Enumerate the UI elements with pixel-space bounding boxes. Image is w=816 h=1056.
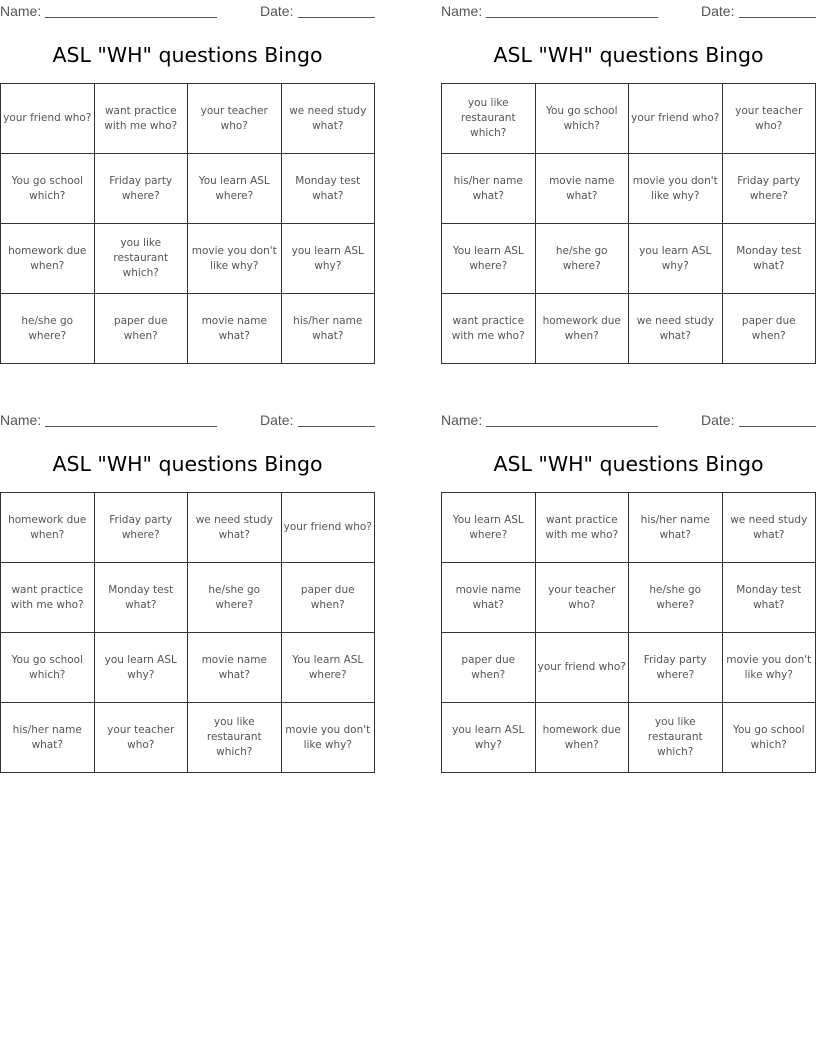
date-label: Date: [701, 412, 735, 428]
bingo-row [1, 563, 375, 633]
bingo-title: ASL "WH" questions Bingo [493, 43, 764, 67]
bingo-cell: we need study what? [629, 294, 723, 364]
card-header [441, 0, 816, 22]
bingo-cell: you learn ASL why? [281, 224, 375, 294]
name-field [486, 426, 658, 427]
bingo-row [442, 633, 816, 703]
bingo-cell: his/her name what? [629, 493, 723, 563]
bingo-cell: movie name what? [442, 563, 536, 633]
bingo-cell: homework due when? [1, 224, 95, 294]
bingo-cell: Friday party where? [94, 154, 188, 224]
bingo-cell: You go school which? [535, 84, 629, 154]
bingo-cell: we need study what? [188, 493, 282, 563]
date-field [298, 426, 375, 427]
bingo-cell: your teacher who? [188, 84, 282, 154]
bingo-title: ASL "WH" questions Bingo [52, 43, 323, 67]
bingo-cell: movie you don't like why? [629, 154, 723, 224]
bingo-cell: your teacher who? [535, 563, 629, 633]
bingo-cell: your friend who? [1, 84, 95, 154]
bingo-row [442, 563, 816, 633]
date-label: Date: [701, 3, 735, 19]
bingo-cell: you like restaurant which? [629, 703, 723, 773]
bingo-row [442, 224, 816, 294]
name-field [45, 17, 217, 18]
bingo-cell: paper due when? [722, 294, 816, 364]
bingo-cell: movie you don't like why? [281, 703, 375, 773]
bingo-cell: we need study what? [722, 493, 816, 563]
date-label: Date: [260, 412, 294, 428]
bingo-grid [0, 492, 375, 773]
card-header [0, 0, 375, 22]
bingo-row [1, 84, 375, 154]
bingo-cell: movie name what? [188, 294, 282, 364]
bingo-cell: homework due when? [1, 493, 95, 563]
bingo-cell: he/she go where? [535, 224, 629, 294]
bingo-card-4 [441, 409, 816, 758]
name-label: Name: [0, 3, 42, 19]
bingo-cell: you learn ASL why? [94, 633, 188, 703]
bingo-row [442, 703, 816, 773]
name-label: Name: [441, 412, 483, 428]
bingo-cell: you like restaurant which? [442, 84, 536, 154]
bingo-card-3 [0, 409, 375, 758]
bingo-cell: want practice with me who? [1, 563, 95, 633]
bingo-cell: your friend who? [629, 84, 723, 154]
bingo-row [442, 154, 816, 224]
bingo-row [1, 493, 375, 563]
bingo-cell: his/her name what? [281, 294, 375, 364]
bingo-cell: he/she go where? [629, 563, 723, 633]
bingo-cell: want practice with me who? [535, 493, 629, 563]
bingo-cell: homework due when? [535, 703, 629, 773]
bingo-cell: movie name what? [535, 154, 629, 224]
name-label: Name: [0, 412, 42, 428]
bingo-row [442, 294, 816, 364]
bingo-cell: your teacher who? [94, 703, 188, 773]
bingo-cell: your teacher who? [722, 84, 816, 154]
bingo-grid [441, 492, 816, 773]
bingo-cell: You go school which? [722, 703, 816, 773]
date-field [739, 17, 816, 18]
bingo-cell: You learn ASL where? [442, 224, 536, 294]
bingo-row [1, 703, 375, 773]
bingo-row [1, 224, 375, 294]
bingo-cell: Friday party where? [94, 493, 188, 563]
name-label: Name: [441, 3, 483, 19]
bingo-cell: You learn ASL where? [442, 493, 536, 563]
bingo-row [1, 154, 375, 224]
bingo-grid [0, 83, 375, 364]
date-field [298, 17, 375, 18]
bingo-cell: you learn ASL why? [629, 224, 723, 294]
bingo-cell: you learn ASL why? [442, 703, 536, 773]
bingo-cell: Friday party where? [722, 154, 816, 224]
bingo-title: ASL "WH" questions Bingo [493, 452, 764, 476]
bingo-cell: his/her name what? [1, 703, 95, 773]
bingo-cell: Friday party where? [629, 633, 723, 703]
bingo-card-2 [441, 0, 816, 342]
bingo-cell: you like restaurant which? [188, 703, 282, 773]
bingo-cell: Monday test what? [281, 154, 375, 224]
bingo-row [442, 84, 816, 154]
bingo-cell: movie you don't like why? [188, 224, 282, 294]
bingo-cell: homework due when? [535, 294, 629, 364]
date-field [739, 426, 816, 427]
bingo-cell: You learn ASL where? [281, 633, 375, 703]
bingo-cell: you like restaurant which? [94, 224, 188, 294]
bingo-cell: paper due when? [442, 633, 536, 703]
bingo-cell: movie you don't like why? [722, 633, 816, 703]
bingo-cell: your friend who? [535, 633, 629, 703]
bingo-cell: he/she go where? [188, 563, 282, 633]
bingo-cell: paper due when? [94, 294, 188, 364]
bingo-row [1, 633, 375, 703]
bingo-row [442, 493, 816, 563]
bingo-cell: You go school which? [1, 154, 95, 224]
bingo-cell: Monday test what? [94, 563, 188, 633]
card-header [441, 409, 816, 431]
bingo-cell: his/her name what? [442, 154, 536, 224]
bingo-cell: Monday test what? [722, 563, 816, 633]
name-field [45, 426, 217, 427]
bingo-cell: movie name what? [188, 633, 282, 703]
bingo-cell: want practice with me who? [442, 294, 536, 364]
bingo-cell: paper due when? [281, 563, 375, 633]
bingo-cell: he/she go where? [1, 294, 95, 364]
bingo-title: ASL "WH" questions Bingo [52, 452, 323, 476]
bingo-card-1 [0, 0, 375, 342]
bingo-cell: You learn ASL where? [188, 154, 282, 224]
date-label: Date: [260, 3, 294, 19]
bingo-cell: You go school which? [1, 633, 95, 703]
card-header [0, 409, 375, 431]
bingo-cell: we need study what? [281, 84, 375, 154]
name-field [486, 17, 658, 18]
bingo-grid [441, 83, 816, 364]
bingo-row [1, 294, 375, 364]
bingo-cell: want practice with me who? [94, 84, 188, 154]
bingo-cell: Monday test what? [722, 224, 816, 294]
bingo-cell: your friend who? [281, 493, 375, 563]
